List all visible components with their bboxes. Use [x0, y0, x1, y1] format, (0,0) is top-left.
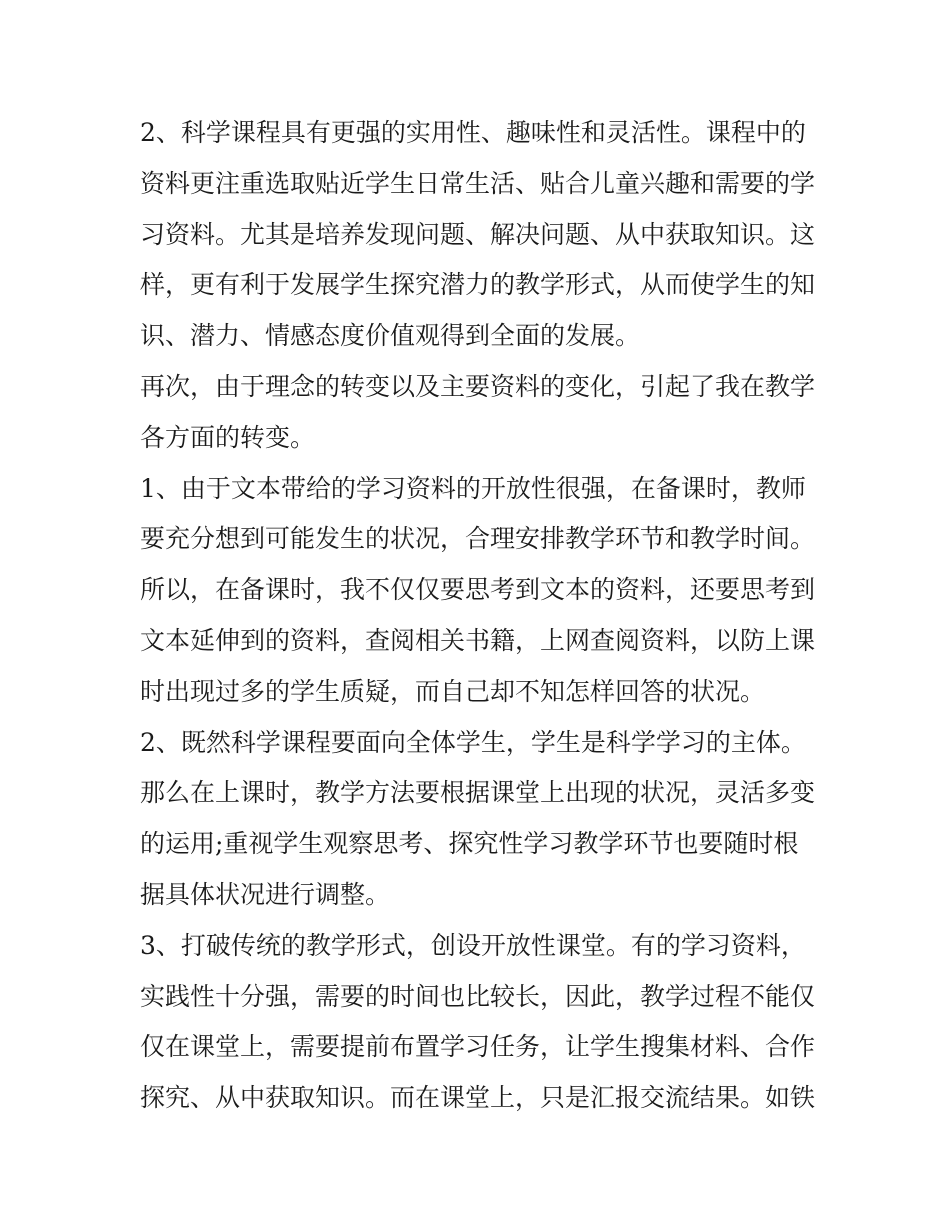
text-line: 资料更注重选取贴近学生日常生活、贴合儿童兴趣和需要的学	[140, 168, 816, 198]
text-line: 要充分想到可能发生的状况，合理安排教学环节和教学时间。	[140, 524, 816, 554]
text-line: 文本延伸到的资料，查阅相关书籍，上网查阅资料，以防上课	[140, 625, 816, 655]
text-line: 2、既然科学课程要面向全体学生，学生是科学学习的主体。	[140, 727, 806, 757]
text-line: 实践性十分强，需要的时间也比较长，因此，教学过程不能仅	[140, 981, 816, 1011]
text-line: 探究、从中获取知识。而在课堂上，只是汇报交流结果。如铁	[140, 1083, 816, 1113]
text-line: 2、科学课程具有更强的实用性、趣味性和灵活性。课程中的	[140, 118, 806, 147]
text-line: 再次，由于理念的转变以及主要资料的变化，引起了我在教学	[140, 371, 816, 401]
document-body	[140, 108, 820, 1124]
text-line: 3、打破传统的教学形式，创设开放性课堂。有的学习资料，	[140, 930, 806, 960]
text-line: 所以，在备课时，我不仅仅要思考到文本的资料，还要思考到	[140, 575, 816, 605]
text-line: 1、由于文本带给的学习资料的开放性很强，在备课时，教师	[140, 473, 806, 503]
text-line: 时出现过多的学生质疑，而自己却不知怎样回答的状况。	[140, 676, 766, 706]
text-line: 的运用;重视学生观察思考、探究性学习教学环节也要随时根	[140, 829, 799, 859]
text-line: 那么在上课时，教学方法要根据课堂上出现的状况，灵活多变	[140, 778, 816, 808]
text-line: 仅在课堂上，需要提前布置学习任务，让学生搜集材料、合作	[140, 1032, 816, 1062]
text-line: 识、潜力、情感态度价值观得到全面的发展。	[140, 321, 641, 351]
text-line: 据具体状况进行调整。	[140, 879, 391, 909]
text-line: 样，更有利于发展学生探究潜力的教学形式，从而使学生的知	[140, 270, 816, 300]
text-line: 各方面的转变。	[140, 422, 316, 452]
text-line: 习资料。尤其是培养发现问题、解决问题、从中获取知识。这	[140, 219, 816, 249]
